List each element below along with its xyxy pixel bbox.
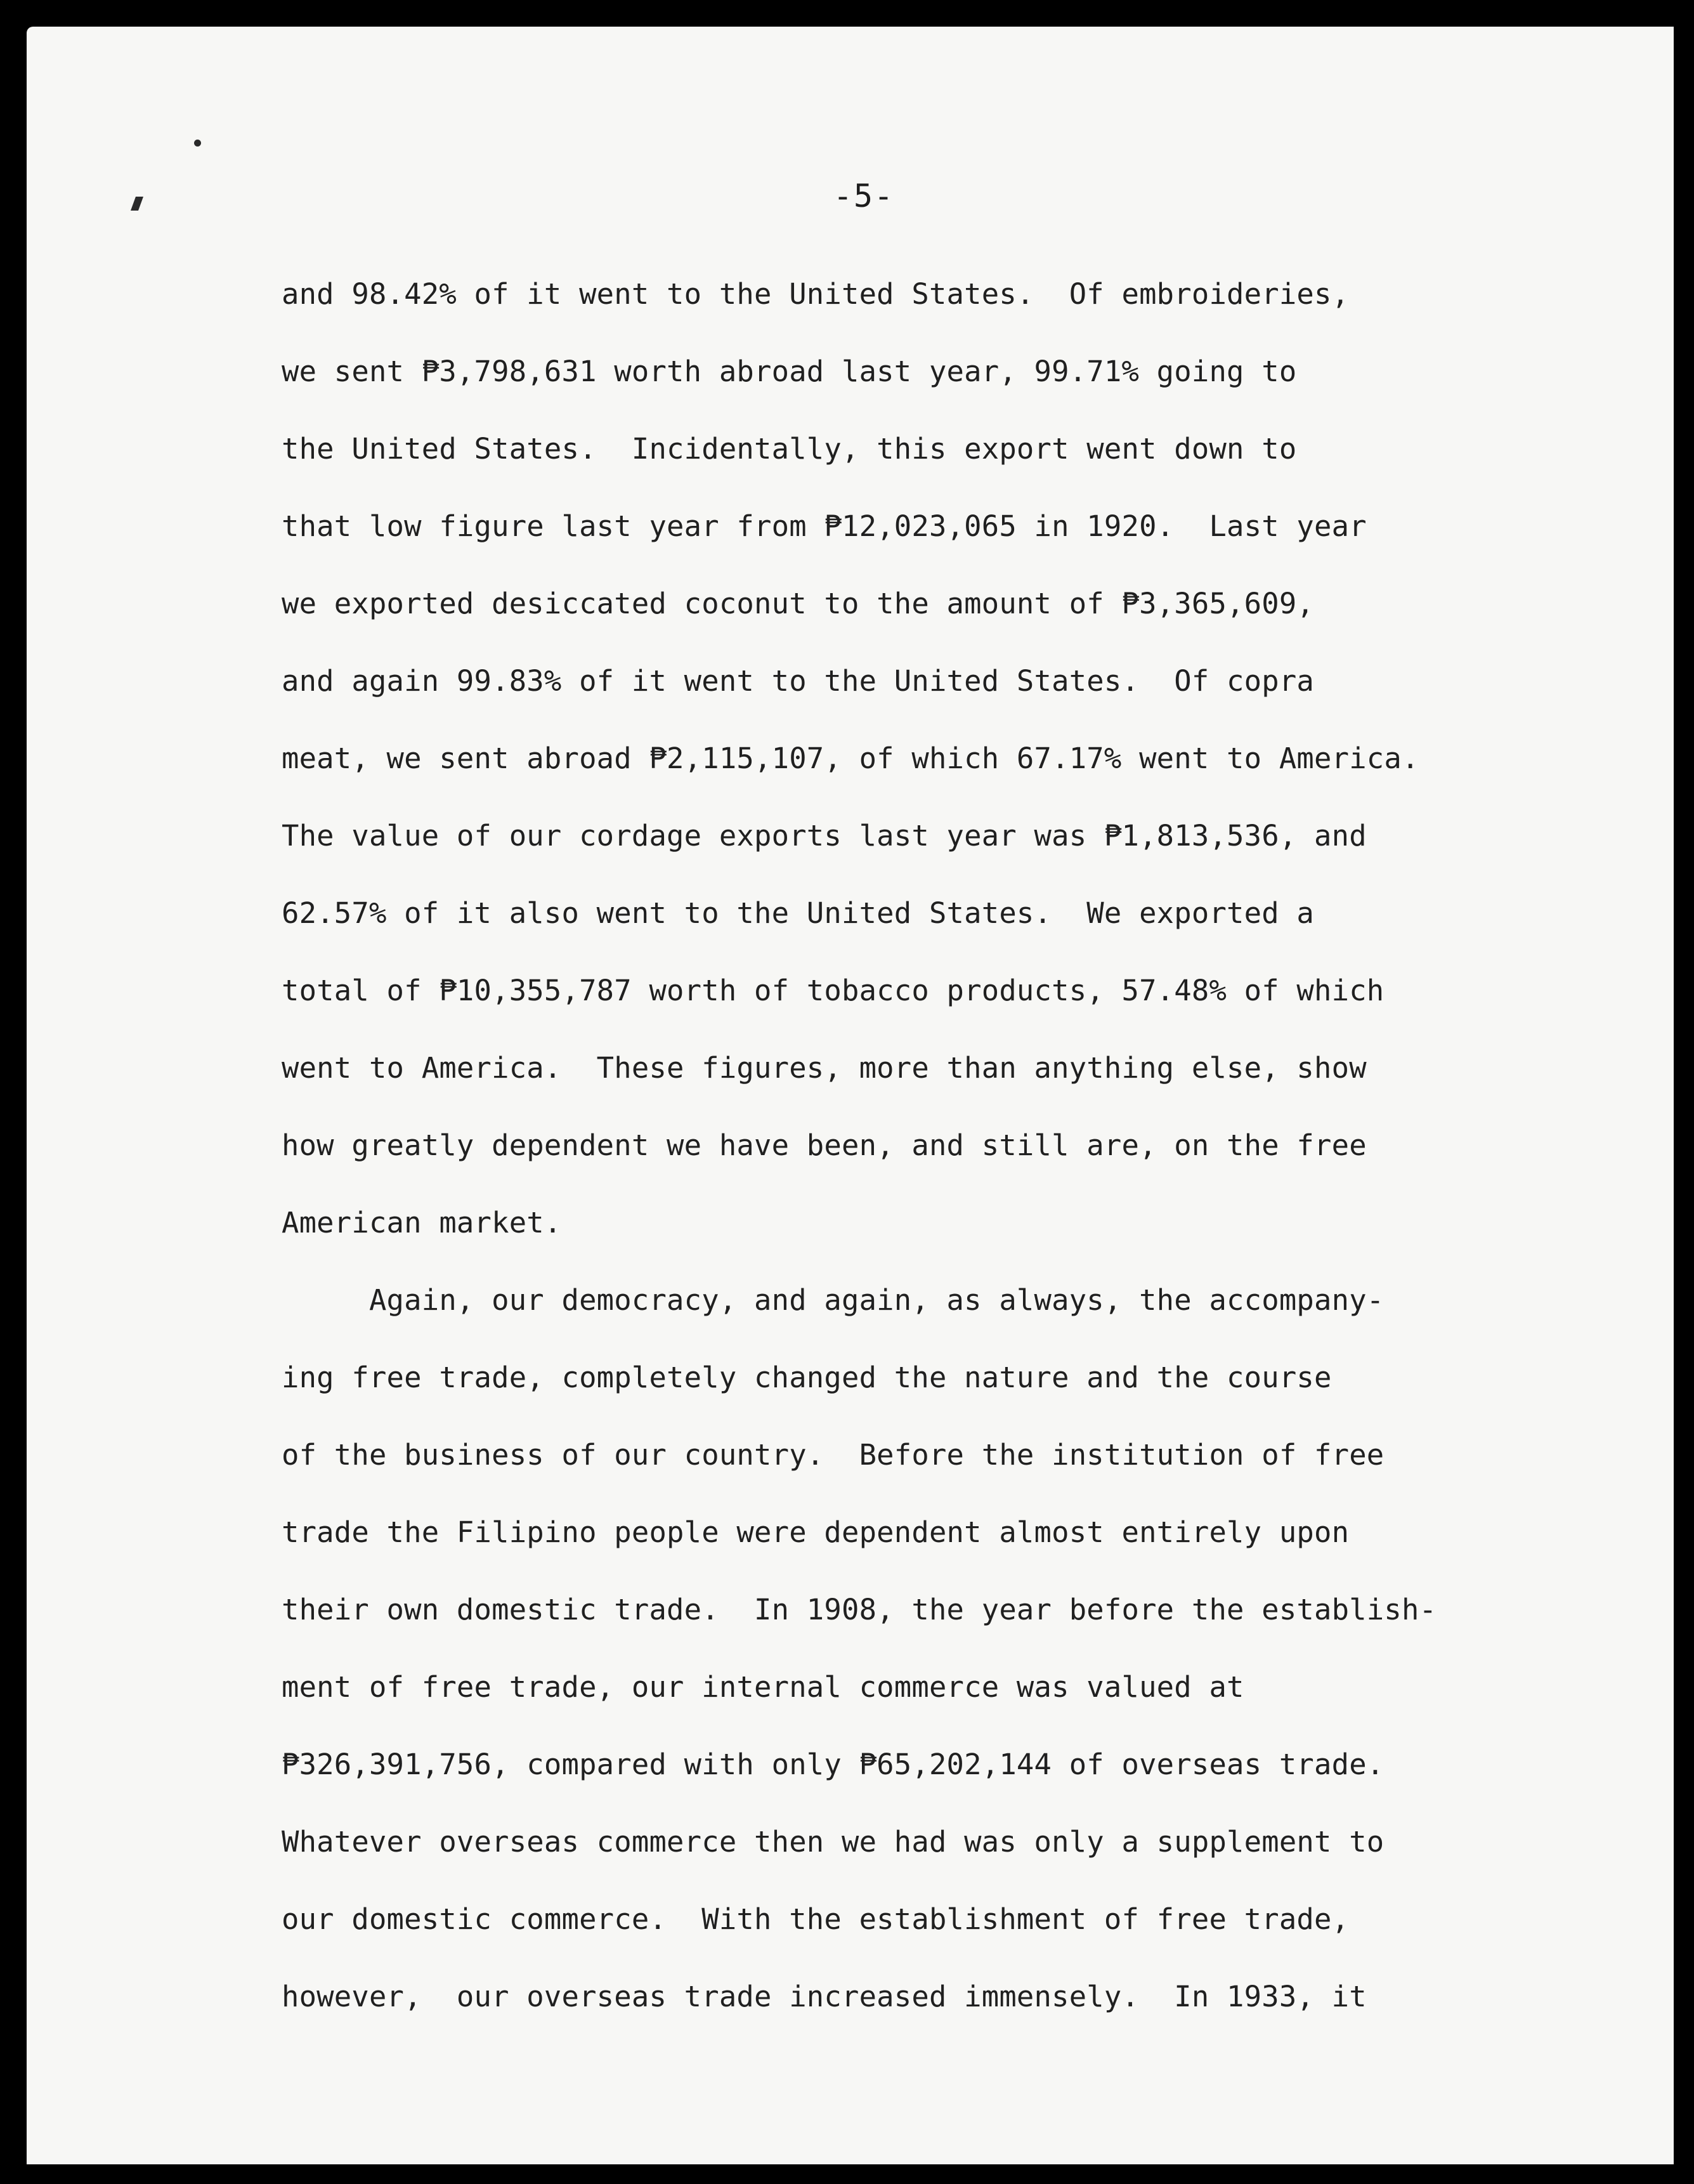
- text-line: and 98.42% of it went to the United States. Of embroideries,: [282, 277, 1350, 311]
- scan-speck: [194, 140, 201, 147]
- document-page: [27, 27, 1674, 2164]
- text-line: the United States. Incidentally, this export went down to: [282, 432, 1297, 466]
- text-line: their own domestic trade. In 1908, the year before the establish-: [282, 1593, 1437, 1626]
- text-line: ment of free trade, our internal commerce was valued at: [282, 1670, 1244, 1704]
- text-line: Whatever overseas commerce then we had was only a supplement to: [282, 1825, 1385, 1859]
- text-line: and again 99.83% of it went to the United States. Of copra: [282, 664, 1315, 698]
- text-line: we sent ₱3,798,631 worth abroad last year, 99.71% going to: [282, 355, 1297, 388]
- text-line: American market.: [282, 1206, 562, 1239]
- text-line: our domestic commerce. With the establishment of free trade,: [282, 1902, 1350, 1936]
- text-line: ing free trade, completely changed the nature and the course: [282, 1361, 1332, 1394]
- text-line: of the business of our country. Before the institution of free: [282, 1438, 1385, 1472]
- text-line: ₱326,391,756, compared with only ₱65,202,144 of overseas trade.: [282, 1748, 1385, 1781]
- scan-mark: [131, 197, 143, 211]
- text-line: that low figure last year from ₱12,023,065 in 1920. Last year: [282, 509, 1367, 543]
- text-line: Again, our democracy, and again, as always, the accompany-: [282, 1283, 1385, 1317]
- text-line: how greatly dependent we have been, and still are, on the free: [282, 1128, 1367, 1162]
- text-line: we exported desiccated coconut to the amount of ₱3,365,609,: [282, 587, 1315, 620]
- text-line: 62.57% of it also went to the United States. We exported a: [282, 896, 1315, 930]
- text-line: meat, we sent abroad ₱2,115,107, of which 67.17% went to America.: [282, 742, 1419, 775]
- text-line: however, our overseas trade increased immensely. In 1933, it: [282, 1980, 1367, 2013]
- page-number: -5-: [833, 178, 895, 214]
- text-line: The value of our cordage exports last year was ₱1,813,536, and: [282, 819, 1367, 853]
- text-line: total of ₱10,355,787 worth of tobacco products, 57.48% of which: [282, 974, 1385, 1007]
- text-line: went to America. These figures, more than anything else, show: [282, 1051, 1367, 1085]
- text-line: trade the Filipino people were dependent almost entirely upon: [282, 1515, 1350, 1549]
